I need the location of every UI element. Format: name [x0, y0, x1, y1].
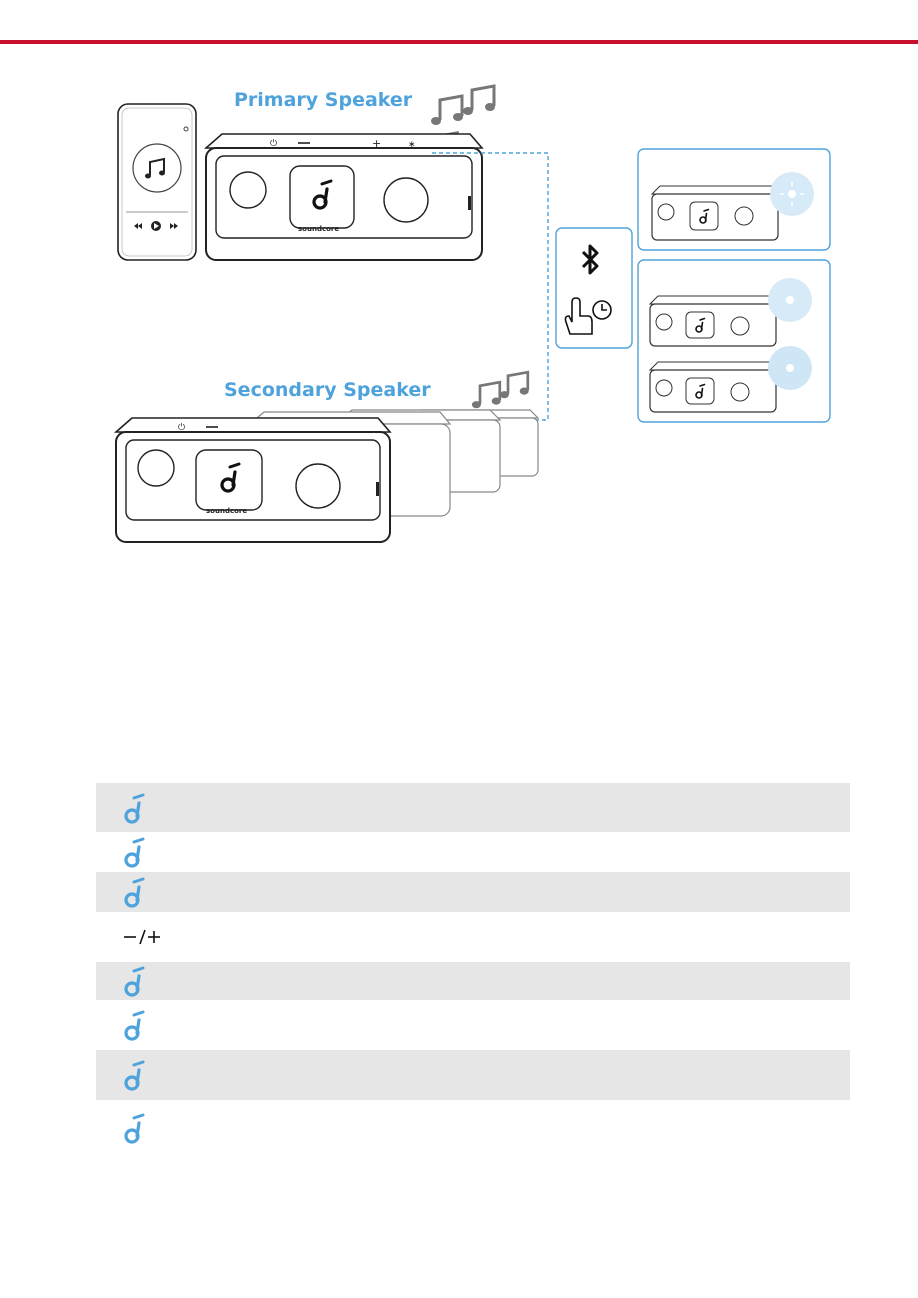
svg-text:∗: ∗ [408, 140, 416, 150]
soundcore-logo-icon [122, 1112, 146, 1144]
soundcore-logo-icon [122, 1059, 146, 1091]
table-row [96, 872, 850, 912]
table-row [96, 1100, 850, 1155]
brand-text: soundcore [298, 225, 340, 233]
table-row [96, 1050, 850, 1100]
secondary-speaker-label: Secondary Speaker [224, 379, 431, 401]
svg-text:⏻: ⏻ [270, 139, 278, 149]
svg-text:+: + [372, 137, 382, 150]
table-row [96, 832, 850, 872]
soundcore-logo-icon [122, 965, 146, 997]
bluetooth-pairing-box [556, 228, 632, 348]
table-row [96, 1000, 850, 1050]
table-row [96, 962, 850, 1000]
soundcore-logo-icon [122, 876, 146, 908]
indicator-panel-pairing [638, 260, 830, 422]
table-row [96, 912, 850, 962]
pairing-illustration [0, 0, 918, 600]
brand-text-secondary: soundcore [206, 507, 248, 515]
button-table [96, 783, 850, 1155]
soundcore-logo-icon [122, 836, 146, 868]
svg-text:⏻: ⏻ [178, 423, 186, 433]
clock-icon [593, 301, 611, 319]
phone-illustration [118, 104, 196, 260]
indicator-panel-primary [638, 149, 830, 250]
soundcore-logo-icon [122, 792, 146, 824]
soundcore-logo-icon [122, 1009, 146, 1041]
primary-speaker-label: Primary Speaker [234, 89, 413, 111]
table-row [96, 783, 850, 832]
volume-minus-plus-icon [122, 927, 162, 947]
secondary-speakers-stack [116, 410, 538, 542]
